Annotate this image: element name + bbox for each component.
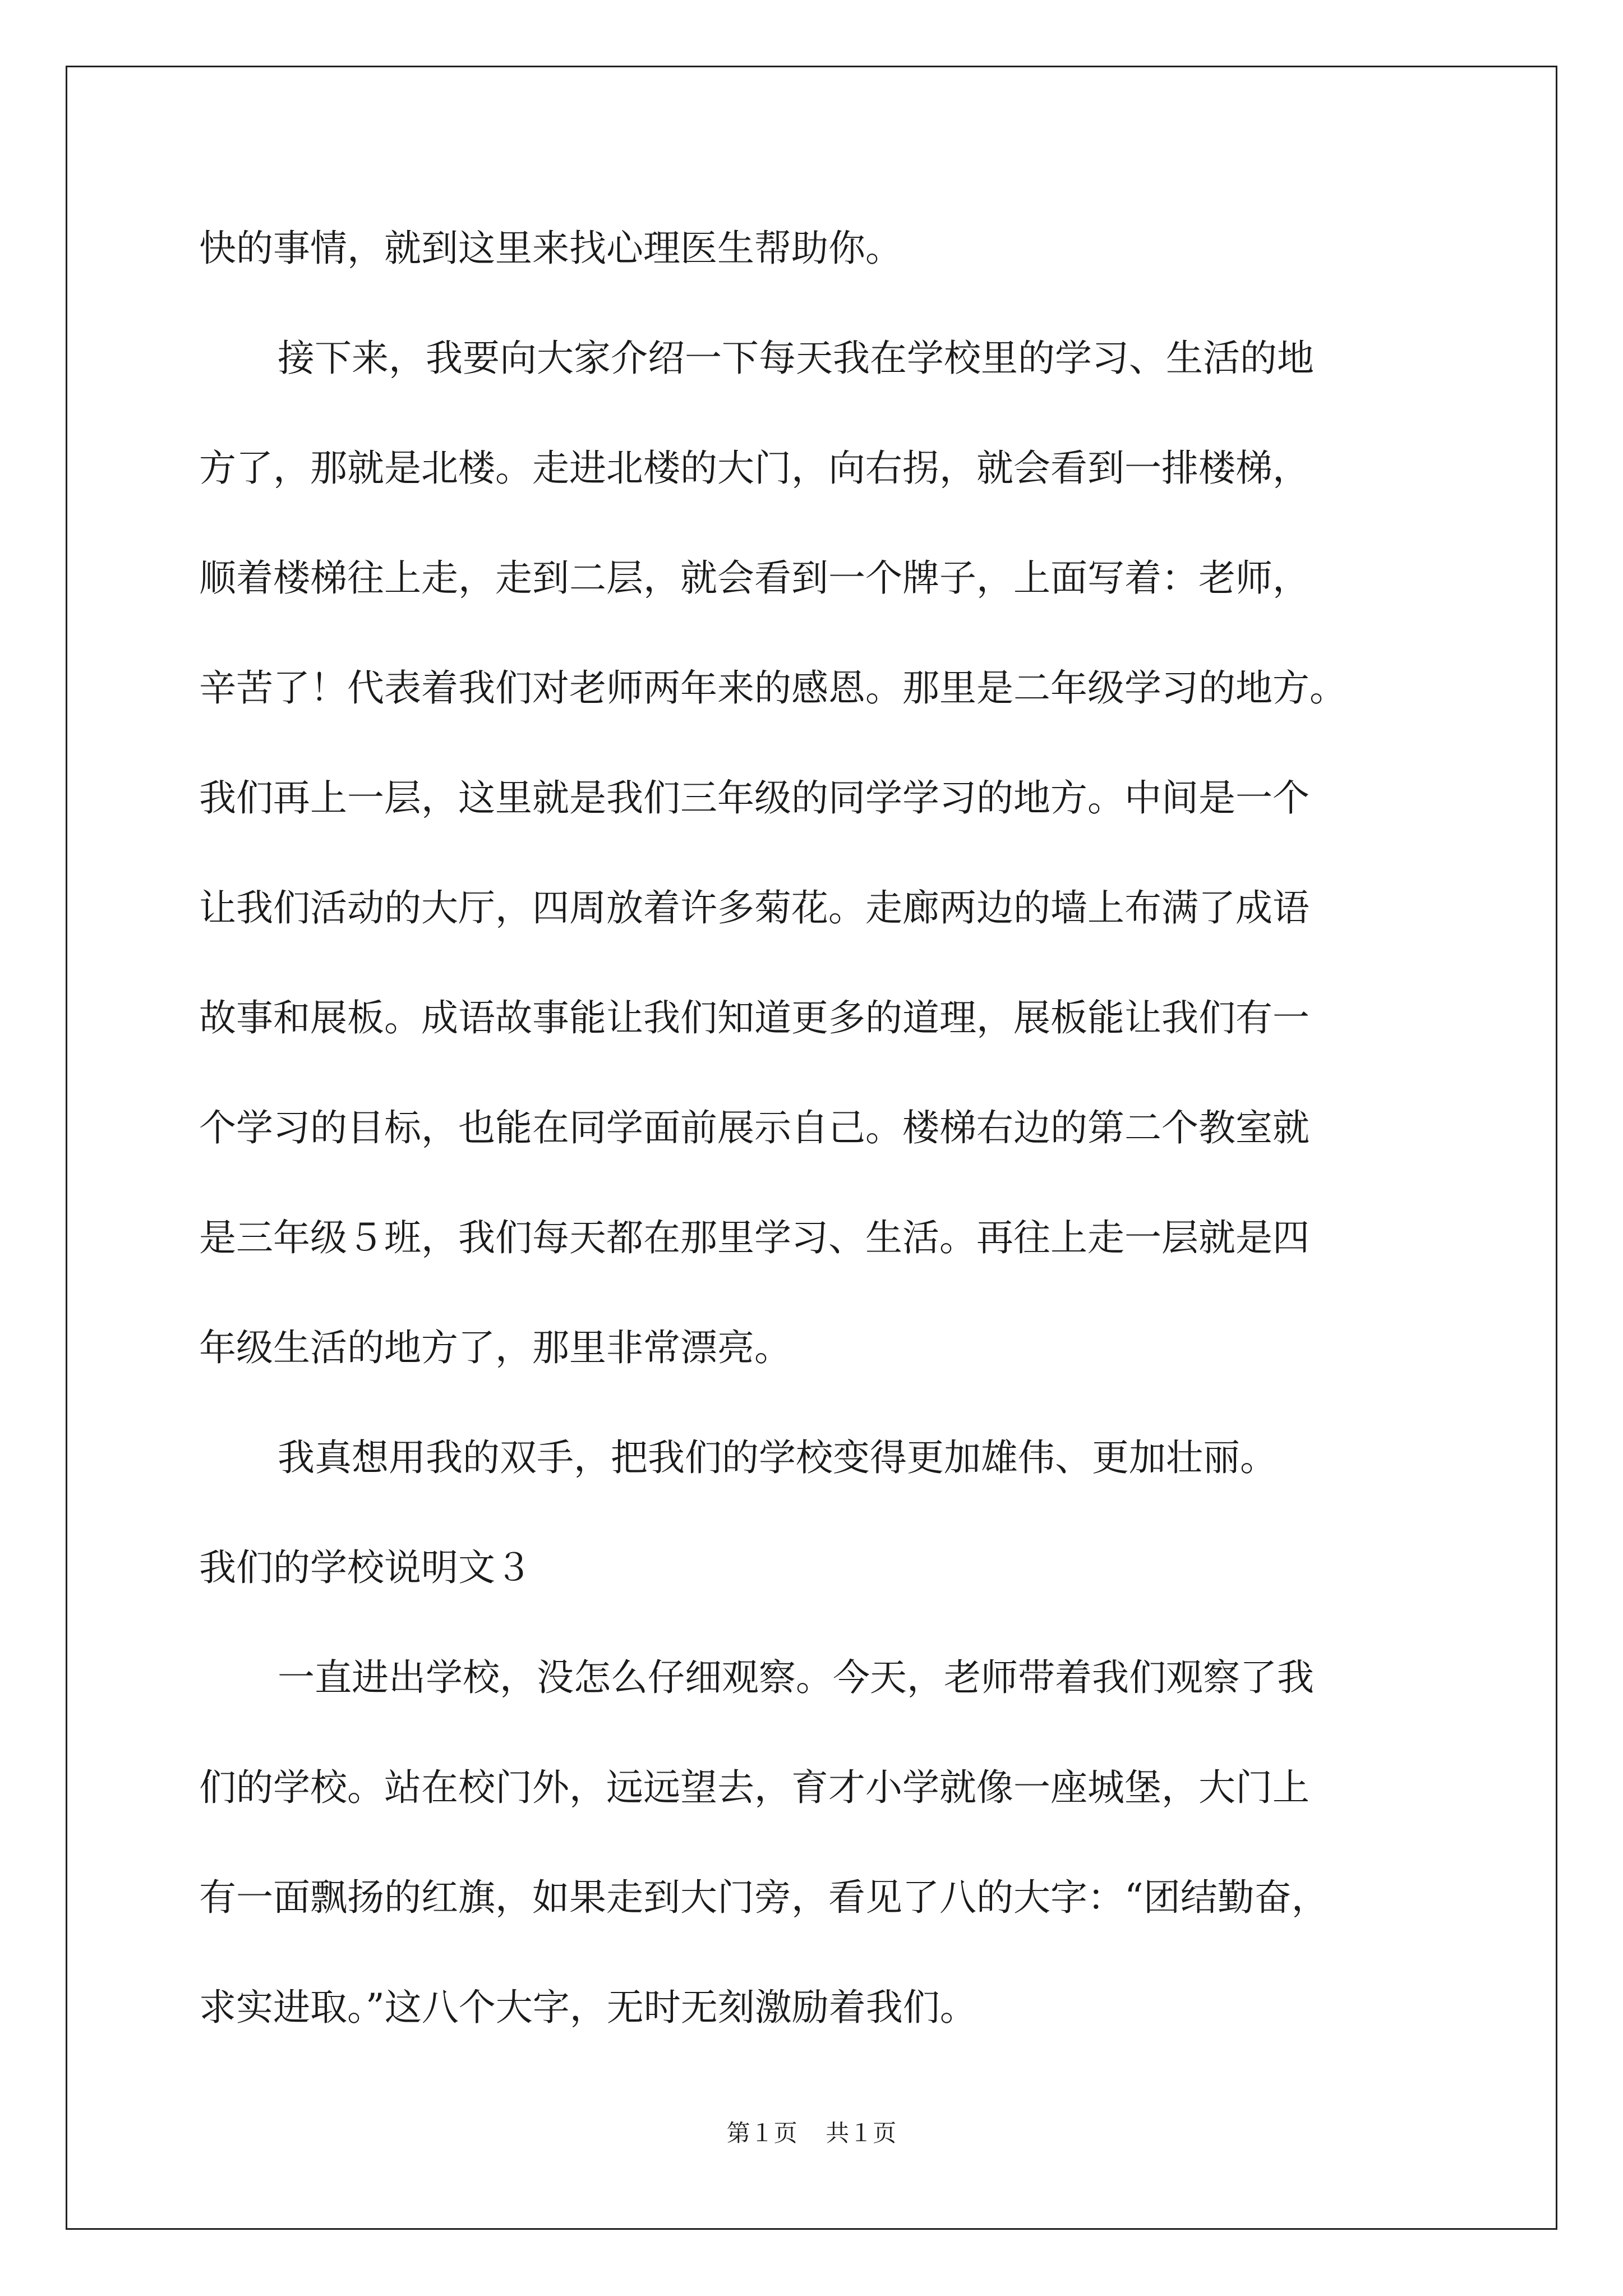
text-line: 个学习的目标，也能在同学面前展示自己。楼梯右边的第二个教室就 (199, 1106, 1310, 1149)
text-line: 有一面飘扬的红旗，如果走到大门旁，看见了八的大字：“团结勤奋， (199, 1876, 1329, 1919)
text-line: 故事和展板。成语故事能让我们知道更多的道理，展板能让我们有一 (199, 996, 1310, 1039)
text-line: 我们再上一层，这里就是我们三年级的同学学习的地方。中间是一个 (199, 776, 1310, 820)
text-line: 接下来，我要向大家介绍一下每天我在学校里的学习、生活的地 (278, 337, 1314, 380)
text-line: 顺着楼梯往上走，走到二层，就会看到一个牌子，上面写着：老师， (199, 556, 1310, 600)
text-line: 是三年级５班，我们每天都在那里学习、生活。再往上走一层就是四 (199, 1216, 1310, 1259)
text-line: 们的学校。站在校门外，远远望去，育才小学就像一座城堡，大门上 (199, 1766, 1310, 1809)
text-line: 我真想用我的双手，把我们的学校变得更加雄伟、更加壮丽。 (278, 1436, 1277, 1479)
text-line: 让我们活动的大厅，四周放着许多菊花。走廊两边的墙上布满了成语 (199, 886, 1310, 930)
text-line: 一直进出学校，没怎么仔细观察。今天，老师带着我们观察了我 (278, 1656, 1314, 1699)
page-footer (0, 2115, 1623, 2148)
page-number: 第１页 (726, 2121, 797, 2147)
text-line: 快的事情，就到这里来找心理医生帮助你。 (199, 227, 902, 270)
section-heading: 我们的学校说明文３ (199, 1546, 532, 1589)
text-line: 方了，那就是北楼。走进北楼的大门，向右拐，就会看到一排楼梯， (199, 447, 1310, 490)
text-line: 辛苦了！代表着我们对老师两年来的感恩。那里是二年级学习的地方。 (199, 666, 1347, 710)
text-line: 求实进取。”这八个大字，无时无刻激励着我们。 (199, 1986, 977, 2029)
page-total: 共１页 (826, 2121, 897, 2147)
text-line: 年级生活的地方了，那里非常漂亮。 (199, 1326, 791, 1369)
